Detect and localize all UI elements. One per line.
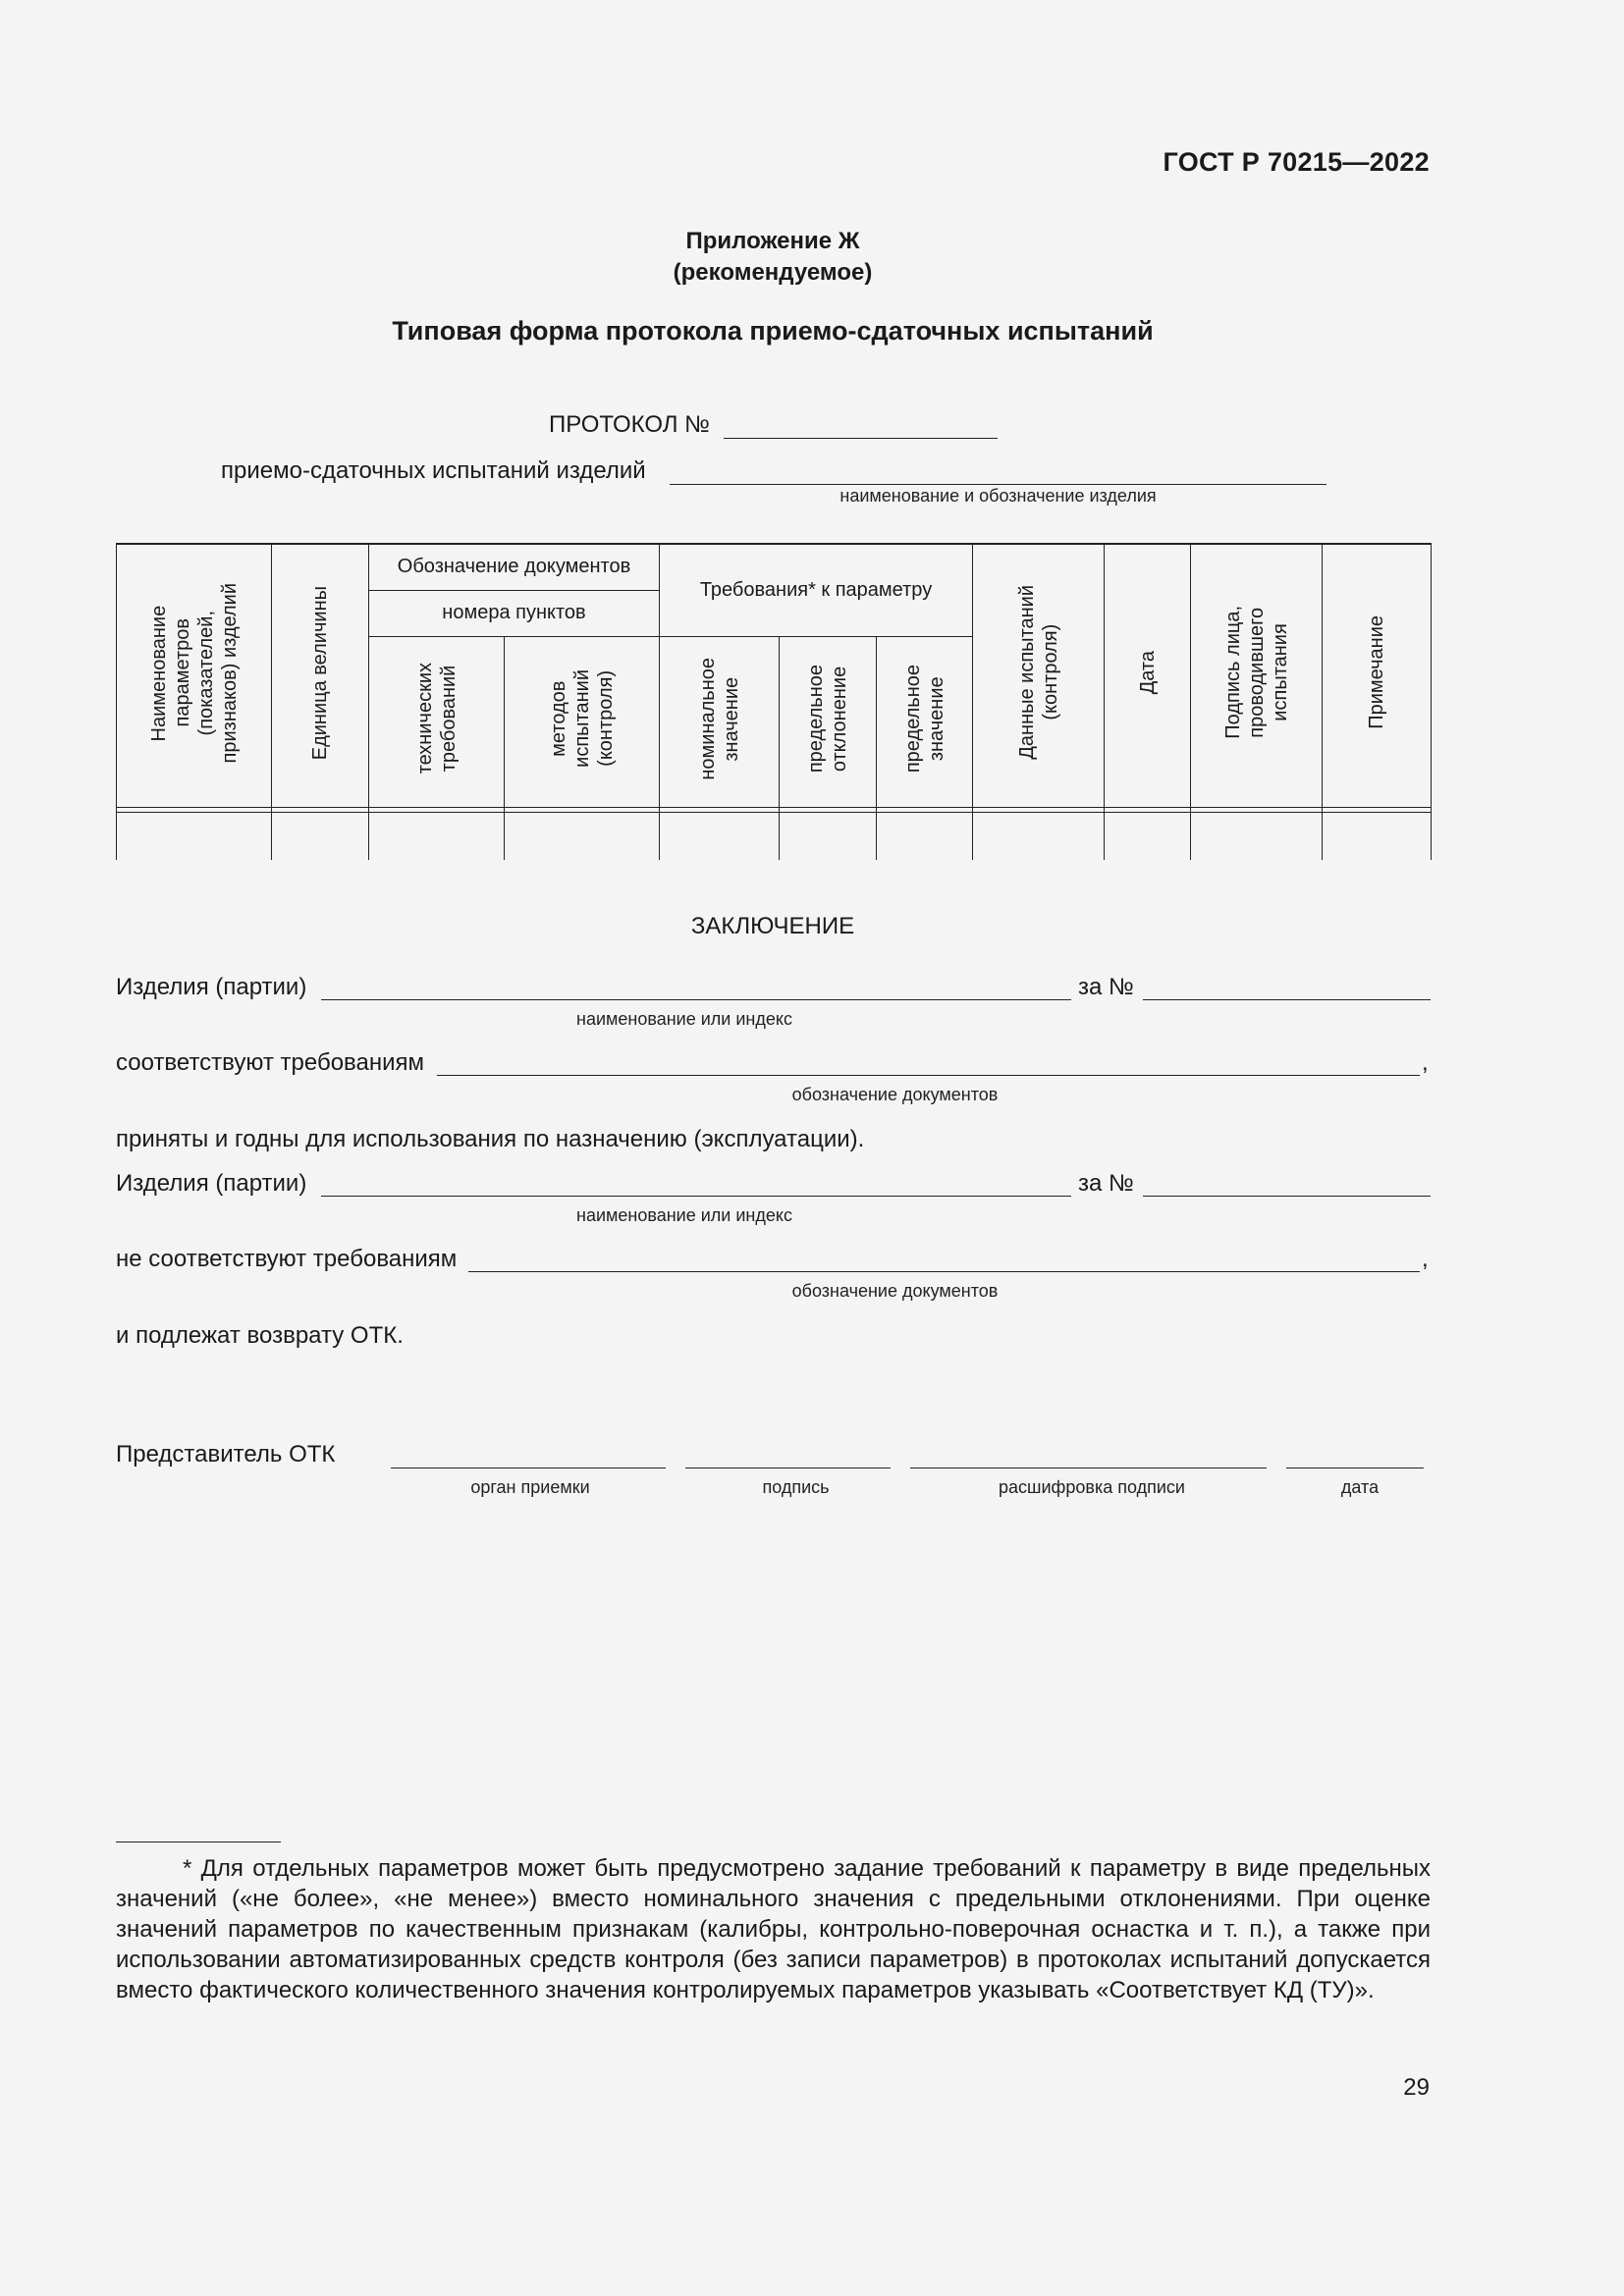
comply-docs-caption: обозначение документов	[791, 1085, 999, 1104]
comma-2: ,	[1422, 1246, 1429, 1272]
signature-decoding-field[interactable]	[910, 1440, 1267, 1468]
col-header-note: Примечание	[1323, 544, 1432, 807]
table-cell[interactable]	[660, 812, 780, 860]
items-number-field[interactable]	[1143, 972, 1431, 1000]
items-name-field-2[interactable]	[321, 1168, 1071, 1197]
col-group-clauses: номера пунктов	[369, 590, 660, 636]
signature-caption: подпись	[762, 1477, 830, 1497]
not-comply-docs-caption: обозначение документов	[791, 1281, 999, 1301]
col-header-test-data: Данные испытаний (контроля)	[973, 544, 1105, 807]
number-label-2: за №	[1078, 1170, 1134, 1197]
signature-decoding-caption: расшифровка подписи	[999, 1477, 1185, 1497]
footnote: * Для отдельных параметров может быть предусмотрено задание требований к параметру в виде предельных значений («не более», «не менее») вместо номинального значения с предельными отклонениями. При оценке значений параметров по качественным признакам (калибры, контрольно-поверочная оснастка и т. п.), а также при использовании автоматизированных средств контроля (без записи параметров) в протоколах испытаний допускается вместо фактического количественного значения контролируемых параметров указывать «Соответствует КД (ТУ)».	[116, 1855, 1431, 2003]
appendix-heading	[0, 226, 1545, 289]
protocol-table	[116, 543, 1432, 860]
standard-number: ГОСТ Р 70215—2022	[1163, 147, 1430, 177]
table-cell[interactable]	[780, 812, 877, 860]
items-number-field-2[interactable]	[1143, 1168, 1431, 1197]
table-cell[interactable]	[272, 812, 369, 860]
form-title: Типовая форма протокола приемо-сдаточных испытаний	[392, 316, 1154, 346]
appendix-subtitle: (рекомендуемое)	[673, 259, 873, 286]
items-name-caption: наименование или индекс	[576, 1009, 792, 1029]
table-cell[interactable]	[1191, 812, 1323, 860]
col-header-tech-requirements: технических требований	[369, 636, 505, 807]
protocol-number-field[interactable]	[724, 410, 998, 439]
otk-representative-label: Представитель ОТК	[116, 1441, 336, 1468]
col-header-parameter-name: Наименование параметров (показателей, признаков) изделий	[117, 544, 272, 807]
col-group-requirements: Требования* к параметру	[660, 544, 973, 636]
page-number: 29	[1403, 2074, 1430, 2101]
accepted-text: приняты и годны для использования по назначению (эксплуатации).	[116, 1126, 865, 1152]
table-cell[interactable]	[877, 812, 973, 860]
not-comply-label: не соответствуют требованиям	[116, 1246, 458, 1272]
signature-field[interactable]	[685, 1440, 891, 1468]
col-group-documents: Обозначение документов	[369, 544, 660, 590]
returned-text: и подлежат возврату ОТК.	[116, 1322, 404, 1349]
items-name-caption-2: наименование или индекс	[576, 1205, 792, 1225]
not-comply-docs-field[interactable]	[468, 1244, 1420, 1272]
col-header-limit-deviation: предельное отклонение	[780, 636, 877, 807]
comma: ,	[1422, 1049, 1429, 1076]
number-label: за №	[1078, 974, 1134, 1000]
table-cell[interactable]	[1323, 812, 1432, 860]
tests-label: приемо-сдаточных испытаний изделий	[221, 457, 646, 484]
items-label-2: Изделия (партии)	[116, 1170, 307, 1197]
product-name-field[interactable]	[670, 456, 1326, 485]
date-field[interactable]	[1286, 1440, 1424, 1468]
table-cell[interactable]	[369, 812, 505, 860]
table-cell[interactable]	[973, 812, 1105, 860]
comply-docs-field[interactable]	[437, 1047, 1420, 1076]
protocol-label: ПРОТОКОЛ №	[549, 411, 710, 438]
col-header-test-methods: методов испытаний (контроля)	[505, 636, 660, 807]
comply-label: соответствуют требованиям	[116, 1049, 425, 1076]
product-name-caption: наименование и обозначение изделия	[839, 486, 1157, 506]
table-cell[interactable]	[505, 812, 660, 860]
acceptance-body-caption: орган приемки	[470, 1477, 590, 1497]
col-header-date: Дата	[1105, 544, 1191, 807]
col-header-signature: Подпись лица, проводившего испытания	[1191, 544, 1323, 807]
table-cell[interactable]	[1105, 812, 1191, 860]
table-row	[117, 812, 1432, 860]
col-header-unit: Единица величины	[272, 544, 369, 807]
date-caption: дата	[1340, 1477, 1380, 1497]
table-cell[interactable]	[117, 812, 272, 860]
appendix-title: Приложение Ж	[685, 228, 860, 254]
items-name-field[interactable]	[321, 972, 1071, 1000]
col-header-limit-value: предельное значение	[877, 636, 973, 807]
acceptance-body-field[interactable]	[391, 1440, 666, 1468]
items-label: Изделия (партии)	[116, 974, 307, 1000]
conclusion-title: ЗАКЛЮЧЕНИЕ	[690, 913, 855, 939]
col-header-nominal-value: номинальное значение	[660, 636, 780, 807]
